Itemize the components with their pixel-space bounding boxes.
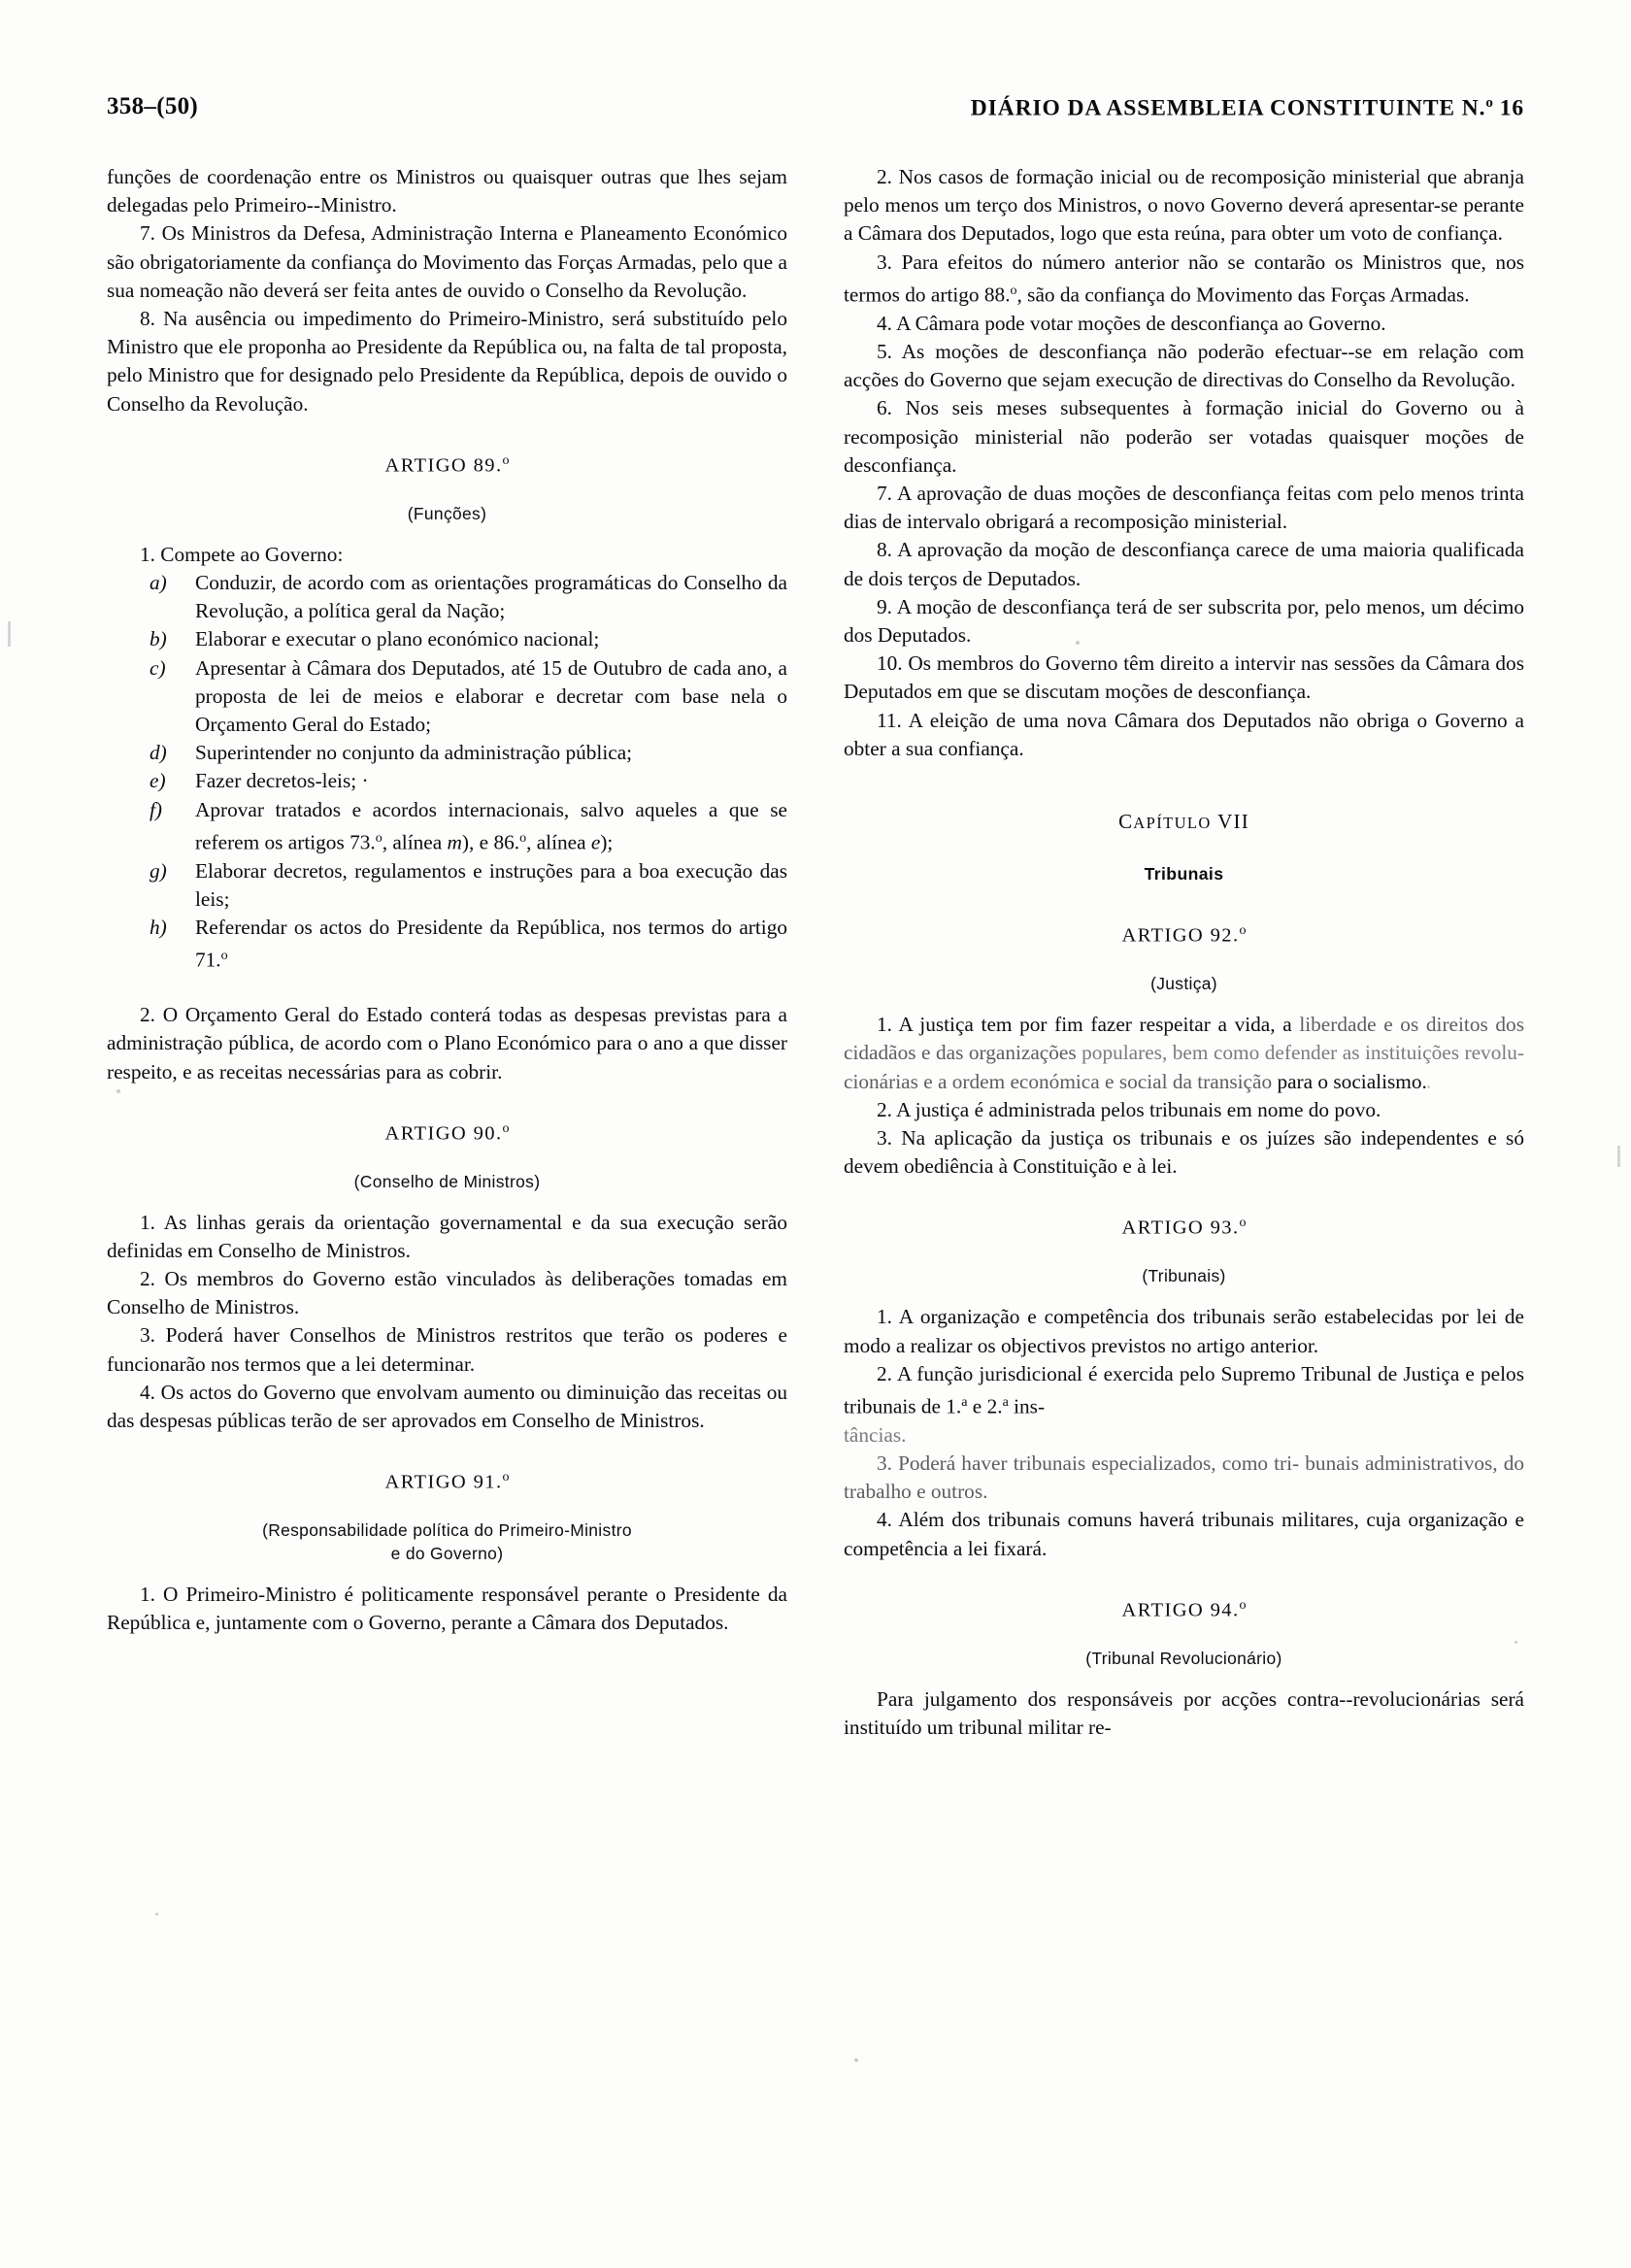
right-paragraph-4: 4. A Câmara pode votar moções de desconfiança ao Governo. [877, 311, 1386, 335]
ordinal-mark: o [519, 830, 527, 846]
capitulo-title: Tribunais [1144, 864, 1224, 884]
capitulo-number: VII [1217, 809, 1249, 833]
artigo-91-subtitle-line-2: e do Governo) [390, 1544, 504, 1564]
artigo-92-p1-line-d: cionárias e a ordem económica e social da transição [844, 1069, 1273, 1093]
list-item [150, 914, 787, 975]
right-paragraph-7: 7. A aprovação de duas moções de desconfiança feitas com pelo menos trinta dias de intervalo obrigará a recomposição ministerial. [844, 481, 1524, 534]
paragraph-7: 7. Os Ministros da Defesa, Administração Interna e Planeamento Económico são obrigatoriamente da confiança do Movimento das Forças Armadas, pelo que a sua nomeação não deverá ser feita antes de ouvido o Conselho da Revolução. [107, 221, 787, 302]
artigo-93-heading-text: ARTIGO 93. [1121, 1217, 1240, 1240]
capitulo-label-initial: C [1118, 809, 1134, 833]
artigo-92-p1-line-a: 1. A justiça tem por fim fazer respeitar a vida, a [877, 1013, 1292, 1037]
artigo-91-heading [107, 1463, 787, 1497]
italic-ref-e: e [590, 830, 601, 854]
artigo-93-p3-line-b: bunais administrativos, do trabalho e outros. [844, 1451, 1524, 1504]
artigo-89-heading [107, 447, 787, 481]
artigo-91-paragraph-1: 1. O Primeiro-Ministro é politicamente responsável perante o Presidente da República e, juntamente com o Governo, perante a Câmara dos Deputados. [107, 1583, 787, 1635]
list-item-text-c: ), e 86. [461, 830, 520, 854]
list-marker: e) [150, 769, 166, 793]
artigo-92-p1-line-b: liberdade e os direitos dos cidadãos e das organizações [844, 1013, 1524, 1065]
left-column [107, 163, 787, 1742]
list-item-text: Aprovar tratados e acordos internacionais, salvo aqueles a que se referem os artigos 73. [195, 797, 787, 854]
list-marker: c) [150, 655, 166, 680]
artigo-94-subtitle: (Tribunal Revolucionário) [1085, 1648, 1282, 1668]
artigo-89-heading-text: ARTIGO 89. [384, 454, 503, 477]
list-marker: f) [150, 797, 163, 821]
right-paragraph-10: 10. Os membros do Governo têm direito a intervir nas sessões da Câmara dos Deputados em que se discutam moções de desconfiança. [844, 651, 1524, 704]
ordinal-mark-a1: a [961, 1394, 968, 1410]
list-marker: b) [150, 627, 167, 651]
right-paragraph-2: 2. Nos casos de formação inicial ou de recomposição ministerial que abranja pelo menos um terço dos Ministros, o novo Governo deverá apresentar-se perante a Câmara dos Deputados, logo que esta reúna, para obter um voto de confiança. [844, 165, 1524, 246]
capitulo-heading [844, 808, 1524, 837]
ordinal-mark: o [220, 949, 228, 964]
artigo-90-ordinal-mark: o [502, 1120, 510, 1136]
artigo-93-paragraph-3 [844, 1450, 1524, 1506]
artigo-93-paragraph-1: 1. A organização e competência dos tribunais serão estabelecidas por lei de modo a realizar os objectivos previstos no artigo anterior. [844, 1305, 1524, 1357]
scan-speck [854, 2058, 858, 2062]
artigo-94-paragraph-1: Para julgamento dos responsáveis por acções contra--revolucionárias será instituído um tribunal militar re- [844, 1686, 1524, 1739]
artigo-93-p2-line-a: 2. A função jurisdicional é exercida pelo Supremo [877, 1361, 1296, 1385]
list-item-text-d: , alínea [526, 830, 591, 854]
scan-speck [155, 1913, 158, 1916]
artigo-92-heading [844, 917, 1524, 951]
list-marker: g) [150, 858, 167, 883]
artigo-91-heading-text: ARTIGO 91. [384, 1471, 503, 1493]
list-item [150, 796, 787, 857]
stray-mark: · [361, 769, 369, 793]
body-columns [107, 163, 1524, 1742]
artigo-93-p2-line-b: Tribunal de Justiça e pelos tribunais de 1. [844, 1361, 1524, 1418]
artigo-89-subtitle: (Funções) [407, 503, 487, 523]
list-marker: a) [150, 570, 167, 594]
ordinal-mark: o [375, 830, 383, 846]
list-item [150, 857, 787, 914]
artigo-92-heading-text: ARTIGO 92. [1121, 925, 1240, 948]
list-item-text: Conduzir, de acordo com as orientações programáticas do Conselho da Revolução, a política geral da Nação; [195, 570, 787, 623]
list-item [150, 739, 787, 767]
scan-edge-mark [8, 621, 11, 647]
right-column [844, 163, 1524, 1742]
artigo-91-subtitle-line-1: (Responsabilidade política do Primeiro-Ministro [262, 1520, 632, 1541]
artigo-94-heading [844, 1591, 1524, 1625]
running-head [107, 93, 1524, 138]
artigo-90-heading-text: ARTIGO 90. [384, 1122, 503, 1145]
right-paragraph-8: 8. A aprovação da moção de desconfiança carece de uma maioria qualificada de dois terços de Deputados. [844, 538, 1524, 590]
right-paragraph-6: 6. Nos seis meses subsequentes à formação inicial do Governo ou à recomposição ministerial não poderão ser votadas quaisquer moções de desconfiança. [844, 396, 1524, 477]
list-item-text: Fazer decretos-leis; [195, 769, 357, 793]
artigo-90-heading [107, 1115, 787, 1149]
journal-title-text: DIÁRIO DA ASSEMBLEIA CONSTITUINTE N. [970, 95, 1486, 121]
journal-title [971, 95, 1524, 121]
right-paragraph-3-pre: 3. Para efeitos do número anterior não se contarão os Ministros que, nos termos do artigo 88. [844, 250, 1524, 307]
list-item [150, 569, 787, 625]
list-item [150, 625, 787, 653]
artigo-92-subtitle: (Justiça) [1150, 974, 1217, 994]
artigo-90-paragraph-1: 1. As linhas gerais da orientação governamental e da sua execução serão definidas em Conselho de Ministros. [107, 1210, 787, 1262]
paragraph-8: 8. Na ausência ou impedimento do Primeiro-Ministro, será substituído pelo Ministro que ele proponha ao Presidente da República ou, na falta de tal proposta, pelo Ministro que for designado pelo Presidente da República, depois de ouvido o Conselho da Revolução. [107, 307, 787, 416]
artigo-90-subtitle: (Conselho de Ministros) [353, 1171, 541, 1191]
page-folio: 358–(50) [107, 93, 199, 119]
list-item-text-b: , alínea [382, 830, 448, 854]
list-item-text: Superintender no conjunto da administração pública; [195, 741, 633, 765]
artigo-93-heading [844, 1209, 1524, 1243]
list-item [150, 654, 787, 740]
artigo-93-p3-line-a: 3. Poderá haver tribunais especializados, como tri- [877, 1451, 1300, 1476]
right-paragraph-5: 5. As moções de desconfiança não poderão efectuar--se em relação com acções do Governo que sejam execução de directivas do Conselho da Revolução. [844, 339, 1524, 392]
artigo-89-paragraph-2: 2. O Orçamento Geral do Estado conterá todas as despesas previstas para a administração pública, de acordo com o Plano Económico para o ano a que disser respeito, e as receitas necessárias para as cobrir. [107, 1003, 787, 1084]
artigo-89-intro: 1. Compete ao Governo: [140, 542, 344, 566]
artigo-90-paragraph-2: 2. Os membros do Governo estão vinculados às deliberações tomadas em Conselho de Ministros. [107, 1267, 787, 1319]
list-item [150, 767, 787, 795]
right-paragraph-3-post: , são da confiança do Movimento das Forças Armadas. [1016, 283, 1470, 307]
artigo-89-ordinal-mark: o [502, 452, 510, 468]
capitulo-label-rest: APÍTULO [1133, 813, 1212, 832]
artigo-93-ordinal-mark: o [1239, 1216, 1247, 1231]
artigo-94-heading-text: ARTIGO 94. [1121, 1599, 1240, 1621]
italic-ref-m: m [447, 830, 462, 854]
artigo-93-paragraph-4: 4. Além dos tribunais comuns haverá tribunais militares, cuja organização e competência a lei fixará. [844, 1508, 1524, 1560]
ordinal-mark-a2: a [1002, 1394, 1009, 1410]
right-paragraph-3 [844, 249, 1524, 310]
list-item-text: Referendar os actos do Presidente da República, nos termos do artigo 71. [195, 916, 787, 972]
list-item-text: Elaborar e executar o plano económico nacional; [195, 627, 600, 651]
artigo-90-paragraph-4: 4. Os actos do Governo que envolvam aumento ou diminuição das receitas ou das despesas públicas terão de ser aprovados em Conselho de Ministros. [107, 1380, 787, 1433]
artigo-93-subtitle: (Tribunais) [1142, 1266, 1226, 1286]
list-item-text: Elaborar decretos, regulamentos e instruções para a boa execução das leis; [195, 858, 787, 911]
artigo-92-paragraph-2: 2. A justiça é administrada pelos tribunais em nome do povo. [877, 1097, 1381, 1121]
artigo-93-p2-line-b2: e 2. [967, 1394, 1003, 1418]
paragraph-continuation: funções de coordenação entre os Ministros ou quaisquer outras que lhes sejam delegadas pelo Primeiro--Ministro. [107, 165, 787, 217]
artigo-93-p2-line-c: tâncias. [844, 1422, 907, 1447]
ordinal-mark: o [1010, 283, 1017, 298]
right-paragraph-11: 11. A eleição de uma nova Câmara dos Deputados não obriga o Governo a obter a sua confiança. [844, 708, 1524, 760]
list-item-text: Apresentar à Câmara dos Deputados, até 15 de Outubro de cada ano, a proposta de lei de meios e elaborar e decretar com base nela o Orçamento Geral do Estado; [195, 655, 787, 736]
journal-ordinal-mark: o [1485, 95, 1493, 111]
artigo-94-ordinal-mark: o [1239, 1597, 1247, 1613]
artigo-90-paragraph-3: 3. Poderá haver Conselhos de Ministros restritos que terão os poderes e funcionarão nos termos que a lei determinar. [107, 1323, 787, 1376]
artigo-92-paragraph-1 [844, 1011, 1524, 1096]
journal-issue-number: 16 [1499, 95, 1524, 121]
artigo-92-p1-line-e: para o socialismo. [1277, 1069, 1427, 1093]
artigo-92-paragraph-3: 3. Na aplicação da justiça os tribunais e os juízes são independentes e só devem obediência à Constituição e à lei. [844, 1126, 1524, 1179]
list-marker: d) [150, 741, 167, 765]
artigo-92-p1-line-c: populares, bem como defender as instituições revolu- [1082, 1041, 1525, 1065]
artigo-91-subtitle [107, 1518, 787, 1565]
right-paragraph-9: 9. A moção de desconfiança terá de ser subscrita por, pelo menos, um décimo dos Deputados. [844, 594, 1524, 647]
artigo-91-ordinal-mark: o [502, 1470, 510, 1485]
scan-edge-mark [1617, 1146, 1620, 1167]
artigo-93-paragraph-2 [844, 1360, 1524, 1450]
list-item-text-e: ); [600, 830, 614, 854]
artigo-89-item-list [107, 569, 787, 975]
artigo-93-p2-line-b3: ins- [1008, 1394, 1046, 1418]
artigo-92-ordinal-mark: o [1239, 923, 1247, 939]
list-marker: h) [150, 916, 167, 940]
